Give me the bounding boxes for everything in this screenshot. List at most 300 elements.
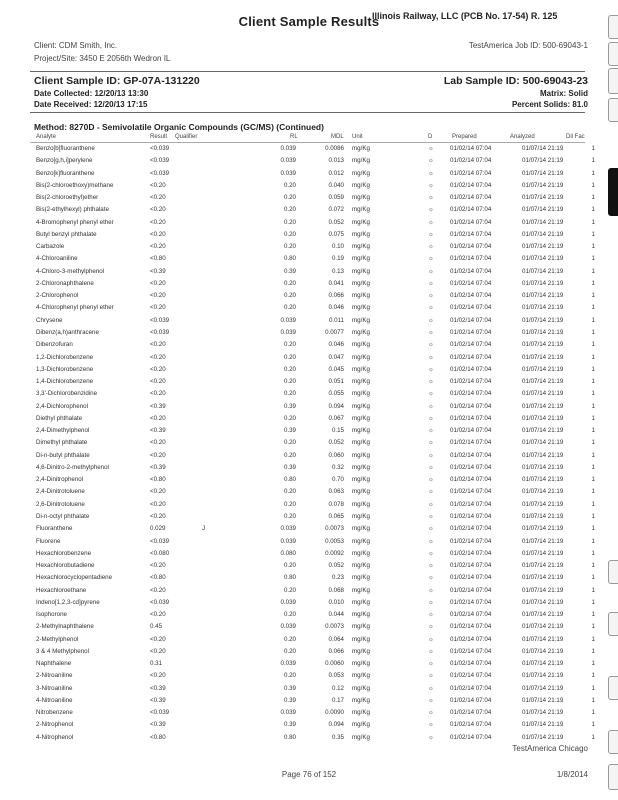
cell-prepared: 01/02/14 07:04 [450, 500, 492, 508]
cell-dil: 1 [591, 390, 595, 398]
cell-prepared: 01/02/14 07:04 [450, 243, 492, 251]
cell-unit: mg/Kg [352, 488, 370, 496]
cell-analyte: Fluoranthene [36, 525, 73, 533]
cell-d: ☼ [428, 696, 434, 704]
table-row [30, 241, 595, 253]
cell-dil: 1 [591, 733, 595, 741]
cell-unit: mg/Kg [352, 696, 370, 704]
cell-analyzed: 01/07/14 21:19 [522, 451, 564, 459]
cell-d: ☼ [428, 451, 434, 459]
cell-prepared: 01/02/14 07:04 [450, 169, 492, 177]
cell-rl: 0.20 [283, 647, 296, 655]
cell-prepared: 01/02/14 07:04 [450, 341, 492, 349]
cell-dil: 1 [591, 647, 595, 655]
cell-mdl: 0.10 [331, 243, 344, 251]
cell-dil: 1 [591, 537, 595, 545]
cell-d: ☼ [428, 611, 434, 619]
cell-analyte: 4-Nitroaniline [36, 696, 73, 704]
cell-prepared: 01/02/14 07:04 [450, 733, 492, 741]
cell-dil: 1 [591, 476, 595, 484]
date-collected: Date Collected: 12/20/13 13:30 [34, 89, 149, 98]
cell-analyzed: 01/07/14 21:19 [522, 463, 564, 471]
cell-prepared: 01/02/14 07:04 [450, 586, 492, 594]
project-site: Project/Site: 3450 E 2056th Wedron IL [34, 54, 171, 63]
cell-d: ☼ [428, 721, 434, 729]
cell-analyte: 3-Nitroaniline [36, 684, 73, 692]
cell-d: ☼ [428, 574, 434, 582]
cell-rl: 0.20 [283, 390, 296, 398]
cell-mdl: 0.0073 [325, 525, 344, 533]
table-row [30, 315, 595, 327]
table-row [30, 523, 595, 535]
method-title: Method: 8270D - Semivolatile Organic Compounds (GC/MS) (Continued) [34, 122, 324, 132]
col-mdl: MDL [331, 134, 344, 140]
table-row [30, 278, 595, 290]
cell-result: <0.20 [150, 611, 166, 619]
cell-result: <0.39 [150, 463, 166, 471]
cell-result: <0.20 [150, 304, 166, 312]
cell-rl: 0.20 [283, 365, 296, 373]
cell-mdl: 0.052 [328, 218, 344, 226]
cell-analyte: Fluorene [36, 537, 61, 545]
cell-rl: 0.20 [283, 206, 296, 214]
cell-analyzed: 01/07/14 21:19 [522, 635, 564, 643]
cell-analyte: Dimethyl phthalate [36, 439, 88, 447]
cell-mdl: 0.052 [328, 562, 344, 570]
cell-analyzed: 01/07/14 21:19 [522, 378, 564, 386]
cell-result: <0.039 [150, 157, 170, 165]
cell-rl: 0.20 [283, 353, 296, 361]
cell-dil: 1 [591, 549, 595, 557]
cell-result: <0.20 [150, 672, 166, 680]
cell-prepared: 01/02/14 07:04 [450, 414, 492, 422]
cell-analyzed: 01/07/14 21:19 [522, 230, 564, 238]
cell-unit: mg/Kg [352, 562, 370, 570]
cell-rl: 0.80 [283, 574, 296, 582]
cell-prepared: 01/02/14 07:04 [450, 562, 492, 570]
cell-analyte: Bis(2-chloroethyl)ether [36, 194, 99, 202]
cell-analyzed: 01/07/14 21:19 [522, 696, 564, 704]
cell-unit: mg/Kg [352, 525, 370, 533]
cell-prepared: 01/02/14 07:04 [450, 672, 492, 680]
cell-unit: mg/Kg [352, 586, 370, 594]
cell-mdl: 0.010 [328, 598, 344, 606]
table-row [30, 621, 595, 633]
table-row [30, 658, 595, 670]
table-row [30, 339, 595, 351]
cell-unit: mg/Kg [352, 402, 370, 410]
cell-result: <0.039 [150, 316, 170, 324]
cell-analyte: Butyl benzyl phthalate [36, 230, 97, 238]
cell-dil: 1 [591, 660, 595, 668]
cell-d: ☼ [428, 218, 434, 226]
cell-analyte: 2,4-Dinitrotoluene [36, 488, 85, 496]
cell-unit: mg/Kg [352, 733, 370, 741]
cell-analyzed: 01/07/14 21:19 [522, 414, 564, 422]
table-row [30, 388, 595, 400]
cell-d: ☼ [428, 402, 434, 410]
cell-d: ☼ [428, 439, 434, 447]
cell-rl: 0.20 [283, 218, 296, 226]
cell-dil: 1 [591, 414, 595, 422]
cell-d: ☼ [428, 512, 434, 520]
cell-unit: mg/Kg [352, 721, 370, 729]
cell-mdl: 0.066 [328, 292, 344, 300]
cell-mdl: 0.047 [328, 353, 344, 361]
cell-rl: 0.039 [280, 660, 296, 668]
cell-rl: 0.20 [283, 181, 296, 189]
cell-unit: mg/Kg [352, 230, 370, 238]
cell-d: ☼ [428, 647, 434, 655]
side-tab [608, 560, 618, 584]
cell-prepared: 01/02/14 07:04 [450, 390, 492, 398]
cell-analyte: 4-Bromophenyl phenyl ether [36, 218, 114, 226]
cell-mdl: 0.052 [328, 439, 344, 447]
cell-unit: mg/Kg [352, 549, 370, 557]
cell-dil: 1 [591, 500, 595, 508]
cell-dil: 1 [591, 316, 595, 324]
col-d: D [428, 134, 433, 140]
side-tab-active [608, 168, 618, 216]
cell-analyte: Benzo[b]fluoranthene [36, 145, 95, 152]
cell-dil: 1 [591, 623, 595, 631]
cell-result: <0.20 [150, 647, 166, 655]
cell-mdl: 0.072 [328, 206, 344, 214]
cell-unit: mg/Kg [352, 537, 370, 545]
side-tab [608, 15, 618, 39]
cell-d: ☼ [428, 500, 434, 508]
cell-d: ☼ [428, 230, 434, 238]
cell-unit: mg/Kg [352, 243, 370, 251]
cell-mdl: 0.0060 [325, 660, 344, 668]
client-sample-id: Client Sample ID: GP-07A-131220 [34, 75, 200, 87]
cell-analyte: 1,4-Dichlorobenzene [36, 378, 94, 386]
cell-dil: 1 [591, 439, 595, 447]
cell-analyzed: 01/07/14 21:19 [522, 194, 564, 202]
cell-result: <0.20 [150, 451, 166, 459]
cell-rl: 0.20 [283, 488, 296, 496]
cell-mdl: 0.13 [331, 267, 344, 275]
cell-unit: mg/Kg [352, 194, 370, 202]
cell-rl: 0.20 [283, 451, 296, 459]
project-header: Illinois Railway, LLC (PCB No. 17-54) R. 125 [372, 11, 558, 21]
cell-result: <0.039 [150, 328, 170, 336]
cell-rl: 0.039 [280, 328, 296, 336]
cell-dil: 1 [591, 255, 595, 263]
cell-qualifier: J [202, 525, 206, 533]
col-qualifier: Qualifier [175, 134, 198, 140]
cell-analyzed: 01/07/14 21:19 [522, 586, 564, 594]
percent-solids: Percent Solids: 81.0 [511, 100, 588, 109]
table-row [30, 719, 595, 731]
cell-analyte: Naphthalene [36, 660, 72, 668]
cell-analyte: 2-Methylnaphthalene [36, 623, 94, 631]
cell-rl: 0.039 [280, 623, 296, 631]
table-row [30, 486, 595, 498]
cell-prepared: 01/02/14 07:04 [450, 328, 492, 336]
cell-analyzed: 01/07/14 21:19 [522, 684, 564, 692]
cell-analyzed: 01/07/14 21:19 [522, 512, 564, 520]
cell-dil: 1 [591, 512, 595, 520]
cell-mdl: 0.70 [331, 476, 344, 484]
cell-unit: mg/Kg [352, 684, 370, 692]
cell-analyte: 1,3-Dichlorobenzene [36, 365, 94, 373]
cell-analyzed: 01/07/14 21:19 [522, 341, 564, 349]
cell-result: <0.20 [150, 512, 166, 520]
table-row [30, 376, 595, 388]
table-row [30, 143, 595, 155]
cell-rl: 0.20 [283, 243, 296, 251]
cell-analyte: Nitrobenzene [36, 709, 73, 717]
cell-prepared: 01/02/14 07:04 [450, 206, 492, 214]
cell-mdl: 0.067 [328, 414, 344, 422]
cell-mdl: 0.35 [331, 733, 344, 741]
cell-mdl: 0.044 [328, 611, 344, 619]
cell-mdl: 0.041 [328, 279, 344, 287]
cell-d: ☼ [428, 476, 434, 484]
table-row [30, 229, 595, 241]
cell-prepared: 01/02/14 07:04 [450, 684, 492, 692]
cell-analyte: 4-Chloro-3-methylphenol [36, 267, 105, 275]
cell-unit: mg/Kg [352, 169, 370, 177]
cell-dil: 1 [591, 218, 595, 226]
cell-analyte: Diethyl phthalate [36, 414, 83, 422]
cell-prepared: 01/02/14 07:04 [450, 402, 492, 410]
cell-analyte: Bis(2-chloroethoxy)methane [36, 181, 114, 189]
cell-analyte: 2-Nitrophenol [36, 721, 74, 729]
cell-dil: 1 [591, 169, 595, 177]
cell-dil: 1 [591, 586, 595, 594]
cell-analyte: 4-Nitrophenol [36, 733, 74, 741]
cell-result: <0.039 [150, 598, 170, 606]
cell-unit: mg/Kg [352, 500, 370, 508]
cell-dil: 1 [591, 721, 595, 729]
cell-analyzed: 01/07/14 21:19 [522, 353, 564, 361]
cell-unit: mg/Kg [352, 365, 370, 373]
table-row [30, 597, 595, 609]
cell-prepared: 01/02/14 07:04 [450, 488, 492, 496]
cell-prepared: 01/02/14 07:04 [450, 439, 492, 447]
cell-unit: mg/Kg [352, 427, 370, 435]
cell-d: ☼ [428, 562, 434, 570]
cell-analyzed: 01/07/14 21:19 [522, 218, 564, 226]
col-dil-fac: Dil Fac [566, 134, 585, 140]
cell-rl: 0.080 [280, 549, 296, 557]
table-row [30, 364, 595, 376]
table-row [30, 560, 595, 572]
cell-prepared: 01/02/14 07:04 [450, 157, 492, 165]
cell-analyzed: 01/07/14 21:19 [522, 169, 564, 177]
cell-unit: mg/Kg [352, 611, 370, 619]
matrix: Matrix: Solid [539, 89, 588, 98]
cell-analyte: Hexachlorocyclopentadiene [36, 574, 113, 582]
cell-mdl: 0.078 [328, 500, 344, 508]
cell-d: ☼ [428, 194, 434, 202]
cell-d: ☼ [428, 316, 434, 324]
cell-dil: 1 [591, 709, 595, 717]
cell-mdl: 0.15 [331, 427, 344, 435]
cell-rl: 0.20 [283, 439, 296, 447]
cell-rl: 0.39 [283, 402, 296, 410]
cell-unit: mg/Kg [352, 145, 370, 152]
cell-mdl: 0.094 [328, 721, 344, 729]
lab-sample-id: Lab Sample ID: 500-69043-23 [443, 75, 588, 87]
cell-rl: 0.80 [283, 255, 296, 263]
side-tab [608, 68, 618, 94]
cell-analyte: Carbazole [36, 243, 65, 251]
cell-analyzed: 01/07/14 21:19 [522, 562, 564, 570]
cell-d: ☼ [428, 623, 434, 631]
cell-mdl: 0.055 [328, 390, 344, 398]
table-row [30, 572, 595, 584]
cell-dil: 1 [591, 206, 595, 214]
cell-dil: 1 [591, 402, 595, 410]
cell-mdl: 0.075 [328, 230, 344, 238]
cell-analyzed: 01/07/14 21:19 [522, 181, 564, 189]
cell-analyzed: 01/07/14 21:19 [522, 488, 564, 496]
cell-prepared: 01/02/14 07:04 [450, 365, 492, 373]
cell-prepared: 01/02/14 07:04 [450, 660, 492, 668]
cell-unit: mg/Kg [352, 623, 370, 631]
cell-unit: mg/Kg [352, 218, 370, 226]
cell-mdl: 0.066 [328, 647, 344, 655]
cell-prepared: 01/02/14 07:04 [450, 476, 492, 484]
cell-dil: 1 [591, 598, 595, 606]
cell-analyzed: 01/07/14 21:19 [522, 733, 564, 741]
cell-analyzed: 01/07/14 21:19 [522, 549, 564, 557]
cell-unit: mg/Kg [352, 267, 370, 275]
side-tab [608, 764, 618, 790]
table-row [30, 646, 595, 658]
cell-rl: 0.039 [280, 525, 296, 533]
cell-d: ☼ [428, 206, 434, 214]
cell-prepared: 01/02/14 07:04 [450, 451, 492, 459]
cell-prepared: 01/02/14 07:04 [450, 255, 492, 263]
cell-result: <0.039 [150, 145, 170, 152]
cell-mdl: 0.046 [328, 341, 344, 349]
cell-prepared: 01/02/14 07:04 [450, 512, 492, 520]
cell-prepared: 01/02/14 07:04 [450, 549, 492, 557]
table-row [30, 192, 595, 204]
cell-result: 0.31 [150, 660, 163, 668]
cell-unit: mg/Kg [352, 316, 370, 324]
cell-d: ☼ [428, 709, 434, 717]
cell-result: <0.80 [150, 574, 166, 582]
cell-dil: 1 [591, 488, 595, 496]
cell-prepared: 01/02/14 07:04 [450, 598, 492, 606]
cell-prepared: 01/02/14 07:04 [450, 537, 492, 545]
cell-d: ☼ [428, 427, 434, 435]
cell-prepared: 01/02/14 07:04 [450, 267, 492, 275]
cell-analyte: 4-Chloroaniline [36, 255, 78, 263]
cell-analyzed: 01/07/14 21:19 [522, 402, 564, 410]
job-id: TestAmerica Job ID: 500-69043-1 [468, 41, 588, 50]
page-title: Client Sample Results [238, 14, 380, 29]
cell-prepared: 01/02/14 07:04 [450, 647, 492, 655]
cell-d: ☼ [428, 181, 434, 189]
cell-result: <0.20 [150, 181, 166, 189]
cell-analyzed: 01/07/14 21:19 [522, 243, 564, 251]
cell-result: <0.39 [150, 267, 166, 275]
cell-dil: 1 [591, 353, 595, 361]
cell-mdl: 0.0053 [325, 537, 344, 545]
cell-d: ☼ [428, 684, 434, 692]
cell-mdl: 0.17 [331, 696, 344, 704]
cell-result: <0.039 [150, 169, 170, 177]
cell-mdl: 0.23 [331, 574, 344, 582]
cell-dil: 1 [591, 267, 595, 275]
cell-analyte: 2-Methylphenol [36, 635, 79, 643]
cell-analyzed: 01/07/14 21:19 [522, 537, 564, 545]
cell-unit: mg/Kg [352, 598, 370, 606]
cell-unit: mg/Kg [352, 709, 370, 717]
cell-analyzed: 01/07/14 21:19 [522, 721, 564, 729]
table-row [30, 352, 595, 364]
cell-unit: mg/Kg [352, 279, 370, 287]
cell-dil: 1 [591, 378, 595, 386]
cell-rl: 0.39 [283, 721, 296, 729]
cell-rl: 0.20 [283, 378, 296, 386]
table-row [30, 695, 595, 707]
cell-analyzed: 01/07/14 21:19 [522, 365, 564, 373]
cell-rl: 0.20 [283, 635, 296, 643]
cell-prepared: 01/02/14 07:04 [450, 378, 492, 386]
cell-unit: mg/Kg [352, 390, 370, 398]
cell-rl: 0.20 [283, 611, 296, 619]
cell-result: <0.39 [150, 427, 166, 435]
cell-d: ☼ [428, 733, 434, 741]
cell-dil: 1 [591, 157, 595, 165]
cell-analyzed: 01/07/14 21:19 [522, 611, 564, 619]
cell-unit: mg/Kg [352, 512, 370, 520]
cell-unit: mg/Kg [352, 451, 370, 459]
cell-dil: 1 [591, 635, 595, 643]
cell-mdl: 0.12 [331, 684, 344, 692]
table-row [30, 180, 595, 192]
cell-analyzed: 01/07/14 21:19 [522, 439, 564, 447]
cell-mdl: 0.064 [328, 635, 344, 643]
cell-rl: 0.039 [280, 157, 296, 165]
cell-analyzed: 01/07/14 21:19 [522, 279, 564, 287]
cell-result: <0.20 [150, 414, 166, 422]
client-name: Client: CDM Smith, Inc. [34, 41, 118, 50]
cell-analyte: 2-Nitroaniline [36, 672, 73, 680]
cell-unit: mg/Kg [352, 181, 370, 189]
cell-result: <0.20 [150, 586, 166, 594]
cell-mdl: 0.19 [331, 255, 344, 263]
cell-unit: mg/Kg [352, 206, 370, 214]
cell-result: <0.080 [150, 549, 170, 557]
cell-result: <0.39 [150, 721, 166, 729]
table-row [30, 290, 595, 302]
table-row [30, 168, 595, 180]
cell-dil: 1 [591, 304, 595, 312]
cell-result: <0.20 [150, 635, 166, 643]
cell-unit: mg/Kg [352, 660, 370, 668]
cell-dil: 1 [591, 230, 595, 238]
cell-d: ☼ [428, 414, 434, 422]
cell-dil: 1 [591, 451, 595, 459]
cell-analyzed: 01/07/14 21:19 [522, 672, 564, 680]
cell-analyzed: 01/07/14 21:19 [522, 328, 564, 336]
footer-date: 1/8/2014 [556, 770, 588, 779]
table-row [30, 585, 595, 597]
cell-dil: 1 [591, 696, 595, 704]
cell-analyte: 4,6-Dinitro-2-methylphenol [36, 463, 109, 471]
cell-dil: 1 [591, 365, 595, 373]
cell-prepared: 01/02/14 07:04 [450, 709, 492, 717]
cell-rl: 0.20 [283, 194, 296, 202]
